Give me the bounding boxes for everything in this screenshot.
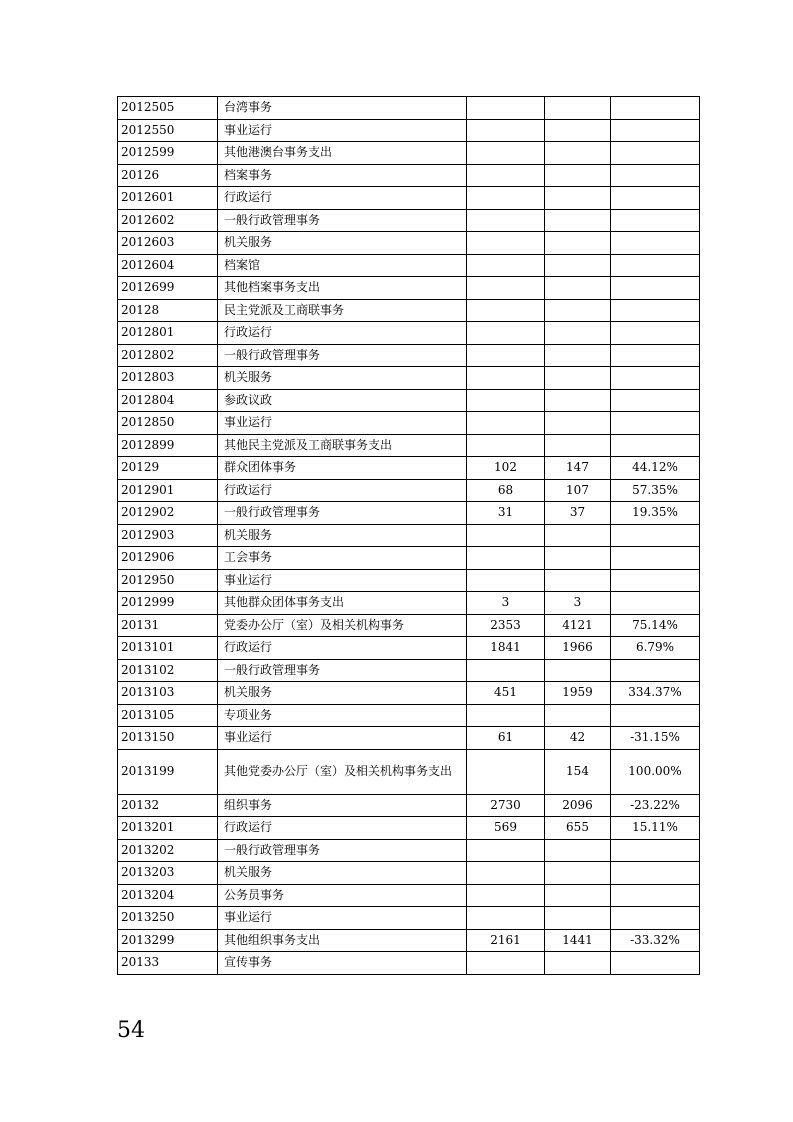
previous-amount-cell bbox=[467, 524, 545, 547]
previous-amount-cell bbox=[467, 907, 545, 930]
previous-amount-cell bbox=[467, 232, 545, 255]
change-percent-cell bbox=[611, 97, 700, 120]
current-amount-cell bbox=[545, 344, 611, 367]
account-code-cell: 2012899 bbox=[118, 434, 218, 457]
table-row bbox=[118, 907, 700, 930]
table-row bbox=[118, 479, 700, 502]
change-percent-cell bbox=[611, 524, 700, 547]
item-name-cell: 公务员事务 bbox=[218, 884, 467, 907]
item-name-cell: 机关服务 bbox=[218, 232, 467, 255]
table-row bbox=[118, 277, 700, 300]
change-percent-cell bbox=[611, 209, 700, 232]
previous-amount-cell: 68 bbox=[467, 479, 545, 502]
current-amount-cell bbox=[545, 412, 611, 435]
current-amount-cell: 154 bbox=[545, 749, 611, 794]
table-row bbox=[118, 434, 700, 457]
previous-amount-cell: 2353 bbox=[467, 614, 545, 637]
current-amount-cell bbox=[545, 704, 611, 727]
account-code-cell: 2013199 bbox=[118, 749, 218, 794]
item-name-cell: 其他档案事务支出 bbox=[218, 277, 467, 300]
item-name-cell: 事业运行 bbox=[218, 569, 467, 592]
item-name-cell: 一般行政管理事务 bbox=[218, 659, 467, 682]
account-code-cell: 2013103 bbox=[118, 682, 218, 705]
table-row bbox=[118, 794, 700, 817]
item-name-cell: 事业运行 bbox=[218, 119, 467, 142]
account-code-cell: 2012801 bbox=[118, 322, 218, 345]
table-row bbox=[118, 457, 700, 480]
previous-amount-cell bbox=[467, 749, 545, 794]
item-name-cell: 机关服务 bbox=[218, 862, 467, 885]
previous-amount-cell: 61 bbox=[467, 727, 545, 750]
account-code-cell: 2012804 bbox=[118, 389, 218, 412]
previous-amount-cell bbox=[467, 389, 545, 412]
account-code-cell: 2013204 bbox=[118, 884, 218, 907]
current-amount-cell bbox=[545, 277, 611, 300]
table-row bbox=[118, 817, 700, 840]
item-name-cell: 档案馆 bbox=[218, 254, 467, 277]
previous-amount-cell bbox=[467, 119, 545, 142]
account-code-cell: 2012902 bbox=[118, 502, 218, 525]
account-code-cell: 2012699 bbox=[118, 277, 218, 300]
change-percent-cell bbox=[611, 569, 700, 592]
change-percent-cell bbox=[611, 412, 700, 435]
current-amount-cell bbox=[545, 839, 611, 862]
account-code-cell: 2013105 bbox=[118, 704, 218, 727]
current-amount-cell bbox=[545, 232, 611, 255]
current-amount-cell bbox=[545, 659, 611, 682]
previous-amount-cell bbox=[467, 952, 545, 975]
budget-table-container bbox=[117, 96, 699, 975]
account-code-cell: 20131 bbox=[118, 614, 218, 637]
table-row bbox=[118, 659, 700, 682]
account-code-cell: 2013102 bbox=[118, 659, 218, 682]
current-amount-cell: 1966 bbox=[545, 637, 611, 660]
account-code-cell: 2013201 bbox=[118, 817, 218, 840]
account-code-cell: 2012599 bbox=[118, 142, 218, 165]
current-amount-cell bbox=[545, 209, 611, 232]
current-amount-cell bbox=[545, 569, 611, 592]
item-name-cell: 工会事务 bbox=[218, 547, 467, 570]
item-name-cell: 行政运行 bbox=[218, 637, 467, 660]
previous-amount-cell bbox=[467, 862, 545, 885]
item-name-cell: 一般行政管理事务 bbox=[218, 209, 467, 232]
change-percent-cell bbox=[611, 659, 700, 682]
table-row bbox=[118, 704, 700, 727]
previous-amount-cell bbox=[467, 884, 545, 907]
table-row bbox=[118, 367, 700, 390]
previous-amount-cell bbox=[467, 434, 545, 457]
item-name-cell: 行政运行 bbox=[218, 322, 467, 345]
current-amount-cell bbox=[545, 389, 611, 412]
change-percent-cell: 19.35% bbox=[611, 502, 700, 525]
previous-amount-cell bbox=[467, 254, 545, 277]
current-amount-cell bbox=[545, 322, 611, 345]
change-percent-cell bbox=[611, 232, 700, 255]
current-amount-cell: 655 bbox=[545, 817, 611, 840]
account-code-cell: 2013101 bbox=[118, 637, 218, 660]
change-percent-cell: 75.14% bbox=[611, 614, 700, 637]
current-amount-cell: 4121 bbox=[545, 614, 611, 637]
table-row bbox=[118, 682, 700, 705]
change-percent-cell bbox=[611, 367, 700, 390]
current-amount-cell bbox=[545, 97, 611, 120]
change-percent-cell: 334.37% bbox=[611, 682, 700, 705]
item-name-cell: 一般行政管理事务 bbox=[218, 502, 467, 525]
account-code-cell: 20126 bbox=[118, 164, 218, 187]
account-code-cell: 2012505 bbox=[118, 97, 218, 120]
current-amount-cell: 37 bbox=[545, 502, 611, 525]
change-percent-cell bbox=[611, 907, 700, 930]
change-percent-cell bbox=[611, 434, 700, 457]
previous-amount-cell bbox=[467, 839, 545, 862]
table-row bbox=[118, 142, 700, 165]
item-name-cell: 党委办公厅（室）及相关机构事务 bbox=[218, 614, 467, 637]
item-name-cell: 群众团体事务 bbox=[218, 457, 467, 480]
change-percent-cell bbox=[611, 187, 700, 210]
item-name-cell: 事业运行 bbox=[218, 412, 467, 435]
previous-amount-cell: 31 bbox=[467, 502, 545, 525]
previous-amount-cell bbox=[467, 322, 545, 345]
current-amount-cell bbox=[545, 299, 611, 322]
previous-amount-cell bbox=[467, 142, 545, 165]
change-percent-cell bbox=[611, 164, 700, 187]
item-name-cell: 其他组织事务支出 bbox=[218, 929, 467, 952]
current-amount-cell: 147 bbox=[545, 457, 611, 480]
table-row bbox=[118, 164, 700, 187]
table-row bbox=[118, 614, 700, 637]
current-amount-cell bbox=[545, 142, 611, 165]
account-code-cell: 2013250 bbox=[118, 907, 218, 930]
change-percent-cell: 15.11% bbox=[611, 817, 700, 840]
item-name-cell: 参政议政 bbox=[218, 389, 467, 412]
change-percent-cell bbox=[611, 119, 700, 142]
item-name-cell: 事业运行 bbox=[218, 907, 467, 930]
change-percent-cell: 100.00% bbox=[611, 749, 700, 794]
account-code-cell: 2012604 bbox=[118, 254, 218, 277]
current-amount-cell: 1959 bbox=[545, 682, 611, 705]
account-code-cell: 2012803 bbox=[118, 367, 218, 390]
table-row bbox=[118, 884, 700, 907]
change-percent-cell bbox=[611, 299, 700, 322]
account-code-cell: 2012602 bbox=[118, 209, 218, 232]
item-name-cell: 其他群众团体事务支出 bbox=[218, 592, 467, 615]
previous-amount-cell: 102 bbox=[467, 457, 545, 480]
change-percent-cell bbox=[611, 322, 700, 345]
change-percent-cell: -23.22% bbox=[611, 794, 700, 817]
current-amount-cell bbox=[545, 547, 611, 570]
change-percent-cell: -33.32% bbox=[611, 929, 700, 952]
change-percent-cell bbox=[611, 389, 700, 412]
previous-amount-cell bbox=[467, 344, 545, 367]
account-code-cell: 2012603 bbox=[118, 232, 218, 255]
item-name-cell: 行政运行 bbox=[218, 479, 467, 502]
item-name-cell: 一般行政管理事务 bbox=[218, 839, 467, 862]
item-name-cell: 台湾事务 bbox=[218, 97, 467, 120]
previous-amount-cell: 3 bbox=[467, 592, 545, 615]
budget-table-body bbox=[118, 97, 700, 975]
change-percent-cell bbox=[611, 862, 700, 885]
previous-amount-cell: 1841 bbox=[467, 637, 545, 660]
account-code-cell: 2013202 bbox=[118, 839, 218, 862]
change-percent-cell bbox=[611, 344, 700, 367]
item-name-cell: 档案事务 bbox=[218, 164, 467, 187]
item-name-cell: 一般行政管理事务 bbox=[218, 344, 467, 367]
table-row bbox=[118, 412, 700, 435]
change-percent-cell: 57.35% bbox=[611, 479, 700, 502]
current-amount-cell: 3 bbox=[545, 592, 611, 615]
account-code-cell: 2012906 bbox=[118, 547, 218, 570]
current-amount-cell: 1441 bbox=[545, 929, 611, 952]
account-code-cell: 2012802 bbox=[118, 344, 218, 367]
current-amount-cell bbox=[545, 884, 611, 907]
previous-amount-cell bbox=[467, 277, 545, 300]
table-row bbox=[118, 839, 700, 862]
table-row bbox=[118, 232, 700, 255]
table-row bbox=[118, 727, 700, 750]
current-amount-cell bbox=[545, 952, 611, 975]
item-name-cell: 机关服务 bbox=[218, 524, 467, 547]
account-code-cell: 2012850 bbox=[118, 412, 218, 435]
change-percent-cell bbox=[611, 547, 700, 570]
previous-amount-cell bbox=[467, 164, 545, 187]
current-amount-cell bbox=[545, 862, 611, 885]
item-name-cell: 行政运行 bbox=[218, 187, 467, 210]
change-percent-cell bbox=[611, 839, 700, 862]
current-amount-cell bbox=[545, 367, 611, 390]
table-row bbox=[118, 209, 700, 232]
table-row bbox=[118, 569, 700, 592]
account-code-cell: 2012901 bbox=[118, 479, 218, 502]
account-code-cell: 20129 bbox=[118, 457, 218, 480]
account-code-cell: 2012950 bbox=[118, 569, 218, 592]
current-amount-cell: 2096 bbox=[545, 794, 611, 817]
change-percent-cell bbox=[611, 142, 700, 165]
item-name-cell: 其他港澳台事务支出 bbox=[218, 142, 467, 165]
table-row bbox=[118, 592, 700, 615]
table-row bbox=[118, 97, 700, 120]
previous-amount-cell bbox=[467, 97, 545, 120]
previous-amount-cell bbox=[467, 299, 545, 322]
table-row bbox=[118, 749, 700, 794]
previous-amount-cell bbox=[467, 659, 545, 682]
account-code-cell: 20128 bbox=[118, 299, 218, 322]
current-amount-cell: 107 bbox=[545, 479, 611, 502]
item-name-cell: 行政运行 bbox=[218, 817, 467, 840]
table-row bbox=[118, 299, 700, 322]
previous-amount-cell: 2161 bbox=[467, 929, 545, 952]
item-name-cell: 其他党委办公厅（室）及相关机构事务支出 bbox=[218, 749, 467, 794]
account-code-cell: 2013150 bbox=[118, 727, 218, 750]
account-code-cell: 20133 bbox=[118, 952, 218, 975]
current-amount-cell bbox=[545, 434, 611, 457]
current-amount-cell bbox=[545, 907, 611, 930]
table-row bbox=[118, 637, 700, 660]
table-row bbox=[118, 322, 700, 345]
change-percent-cell: 6.79% bbox=[611, 637, 700, 660]
table-row bbox=[118, 187, 700, 210]
item-name-cell: 组织事务 bbox=[218, 794, 467, 817]
change-percent-cell bbox=[611, 277, 700, 300]
table-row bbox=[118, 547, 700, 570]
previous-amount-cell bbox=[467, 412, 545, 435]
previous-amount-cell: 451 bbox=[467, 682, 545, 705]
account-code-cell: 2012999 bbox=[118, 592, 218, 615]
table-row bbox=[118, 952, 700, 975]
previous-amount-cell bbox=[467, 569, 545, 592]
change-percent-cell: 44.12% bbox=[611, 457, 700, 480]
account-code-cell: 2012903 bbox=[118, 524, 218, 547]
change-percent-cell bbox=[611, 952, 700, 975]
previous-amount-cell bbox=[467, 704, 545, 727]
account-code-cell: 2013299 bbox=[118, 929, 218, 952]
account-code-cell: 20132 bbox=[118, 794, 218, 817]
change-percent-cell bbox=[611, 592, 700, 615]
table-row bbox=[118, 502, 700, 525]
current-amount-cell bbox=[545, 524, 611, 547]
account-code-cell: 2012601 bbox=[118, 187, 218, 210]
item-name-cell: 其他民主党派及工商联事务支出 bbox=[218, 434, 467, 457]
change-percent-cell bbox=[611, 884, 700, 907]
table-row bbox=[118, 119, 700, 142]
table-row bbox=[118, 254, 700, 277]
previous-amount-cell bbox=[467, 209, 545, 232]
current-amount-cell bbox=[545, 119, 611, 142]
table-row bbox=[118, 389, 700, 412]
current-amount-cell bbox=[545, 254, 611, 277]
change-percent-cell: -31.15% bbox=[611, 727, 700, 750]
previous-amount-cell bbox=[467, 367, 545, 390]
previous-amount-cell: 569 bbox=[467, 817, 545, 840]
current-amount-cell bbox=[545, 164, 611, 187]
budget-table bbox=[117, 96, 700, 975]
change-percent-cell bbox=[611, 704, 700, 727]
item-name-cell: 宣传事务 bbox=[218, 952, 467, 975]
previous-amount-cell: 2730 bbox=[467, 794, 545, 817]
account-code-cell: 2013203 bbox=[118, 862, 218, 885]
item-name-cell: 机关服务 bbox=[218, 682, 467, 705]
table-row bbox=[118, 344, 700, 367]
table-row bbox=[118, 929, 700, 952]
current-amount-cell bbox=[545, 187, 611, 210]
change-percent-cell bbox=[611, 254, 700, 277]
previous-amount-cell bbox=[467, 187, 545, 210]
previous-amount-cell bbox=[467, 547, 545, 570]
item-name-cell: 专项业务 bbox=[218, 704, 467, 727]
table-row bbox=[118, 862, 700, 885]
account-code-cell: 2012550 bbox=[118, 119, 218, 142]
item-name-cell: 机关服务 bbox=[218, 367, 467, 390]
item-name-cell: 民主党派及工商联事务 bbox=[218, 299, 467, 322]
table-row bbox=[118, 524, 700, 547]
current-amount-cell: 42 bbox=[545, 727, 611, 750]
page-number: 54 bbox=[117, 1018, 145, 1043]
item-name-cell: 事业运行 bbox=[218, 727, 467, 750]
